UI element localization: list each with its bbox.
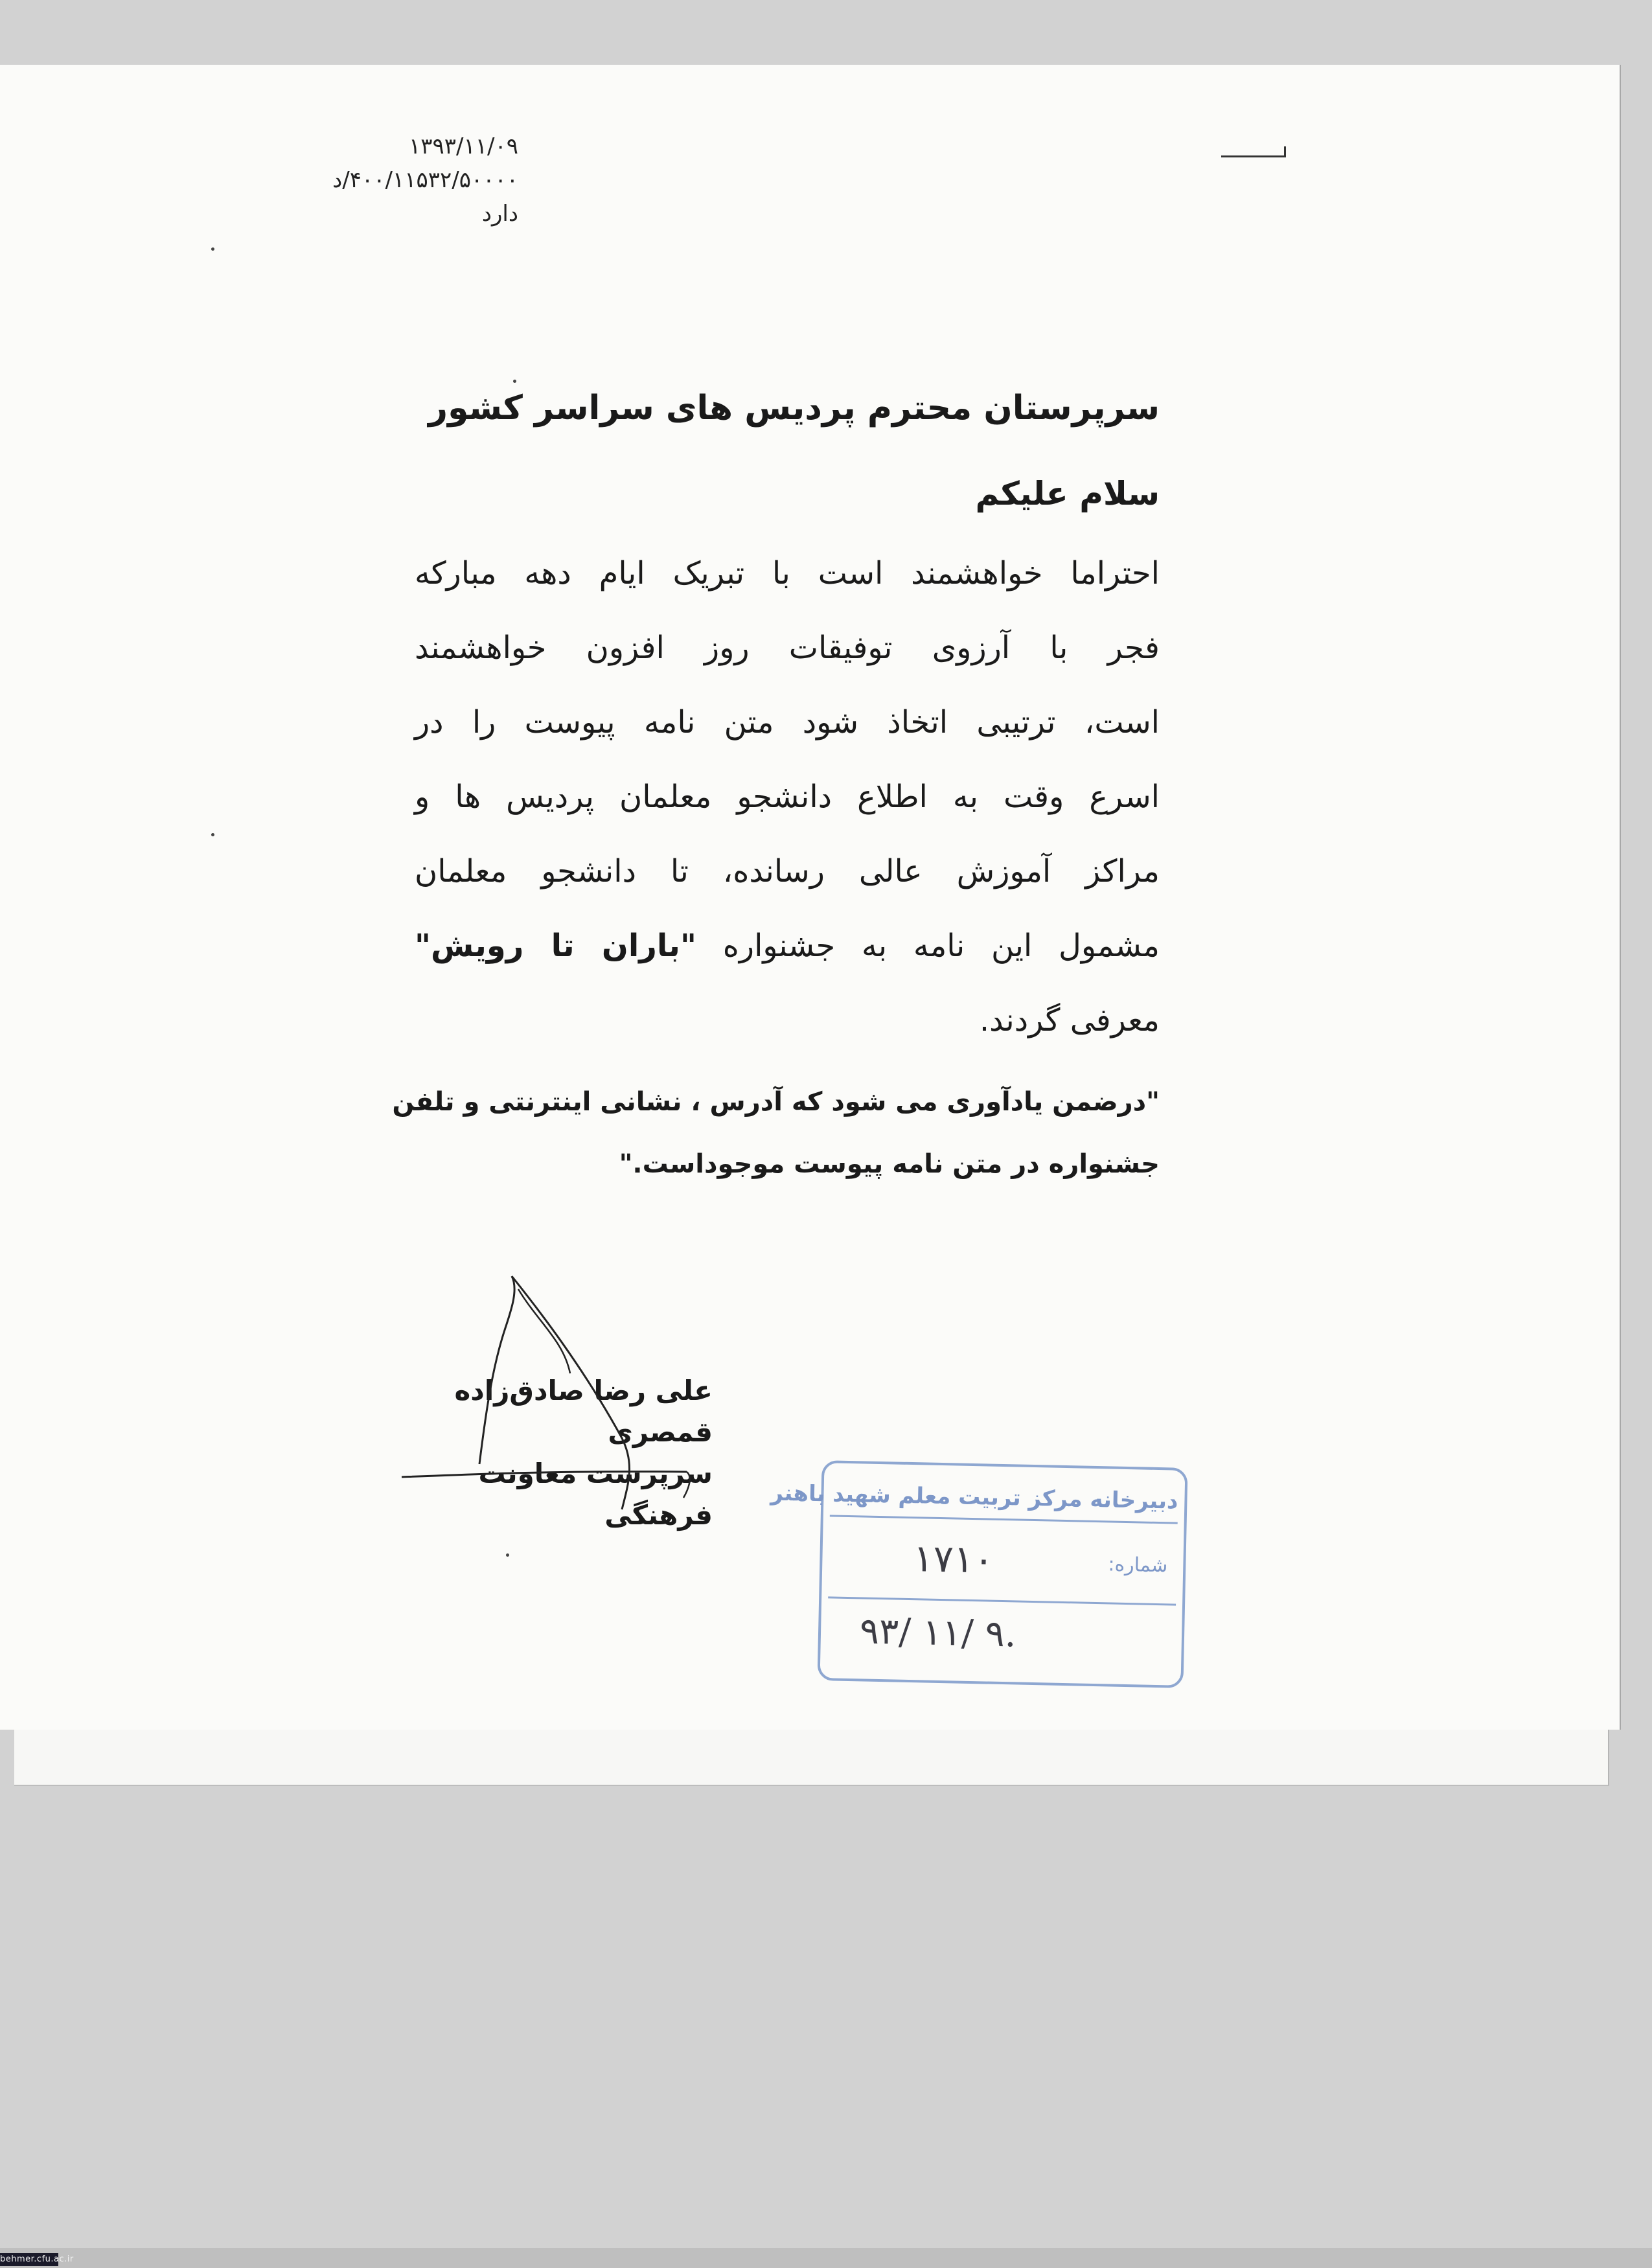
letter-body bbox=[392, 382, 1160, 1195]
stamp-title: دبیرخانه مرکز تربیت معلم شهید باهنر bbox=[830, 1476, 1178, 1524]
signatory-title: سرپرست معاونت فرهنگی bbox=[478, 1458, 713, 1531]
stamp-date: ۹۳/ ۱۱/ ۹. bbox=[859, 1610, 1017, 1656]
letter-date: ۱۳۹۳/۱۱/۰۹ bbox=[408, 133, 518, 159]
main-paragraph bbox=[415, 536, 1160, 1058]
scan-speck bbox=[211, 833, 214, 836]
addressee: سرپرستان محترم پردیس های سراسر کشور bbox=[428, 389, 1160, 428]
paragraph-line: اسرع وقت به اطلاع دانشجو معلمان پردیس ها و bbox=[415, 779, 1160, 815]
reminder-note bbox=[392, 1071, 1160, 1195]
salutation: سلام علیکم bbox=[975, 475, 1160, 512]
reference-number: ۴۰۰/۱۱۵۳۲/۵۰۰۰۰/د bbox=[332, 167, 518, 193]
letter-header bbox=[246, 130, 518, 231]
paragraph-line: احتراما خواهشمند است با تبریک ایام دهه مبارکه bbox=[415, 555, 1160, 591]
note-line: جشنواره در متن نامه پیوست موجوداست." bbox=[619, 1149, 1160, 1179]
margin-mark bbox=[1221, 150, 1286, 157]
scan-speck bbox=[513, 380, 516, 383]
stamp-number-label: شماره: bbox=[1108, 1553, 1168, 1577]
paragraph-line: فجر با آرزوی توفیقات روز افزون خواهشمند bbox=[415, 630, 1160, 666]
scan-speck bbox=[211, 247, 214, 251]
attachment-status: دارد bbox=[481, 201, 518, 227]
handwritten-signature bbox=[389, 1270, 726, 1522]
scan-speck bbox=[506, 1553, 509, 1557]
scan-bottom-edge bbox=[0, 2248, 1652, 2268]
note-line: "درضمن یادآوری می شود که آدرس ، نشانی اینترنتی و تلفن bbox=[392, 1087, 1160, 1117]
stamp-number: ۱۷۱۰ bbox=[912, 1536, 994, 1582]
registry-stamp bbox=[770, 1460, 1188, 1688]
festival-name: "باران تا رویش" bbox=[415, 928, 696, 964]
paragraph-line-with-festival bbox=[415, 909, 1160, 983]
signatory-name: علی رضا صادق‌زاده قمصری bbox=[454, 1375, 713, 1448]
paragraph-line: مراکز آموزش عالی رسانده، تا دانشجو معلمان bbox=[415, 853, 1160, 889]
website-watermark: behmer.cfu.ac.ir bbox=[0, 2253, 58, 2266]
paragraph-line: مشمول این نامه به جشنواره bbox=[722, 928, 1160, 964]
paragraph-line: است، ترتیبی اتخاذ شود متن نامه پیوست را در bbox=[415, 704, 1160, 740]
stamp-number-row bbox=[828, 1525, 1177, 1605]
paragraph-line: معرفی گردند. bbox=[979, 1002, 1160, 1038]
